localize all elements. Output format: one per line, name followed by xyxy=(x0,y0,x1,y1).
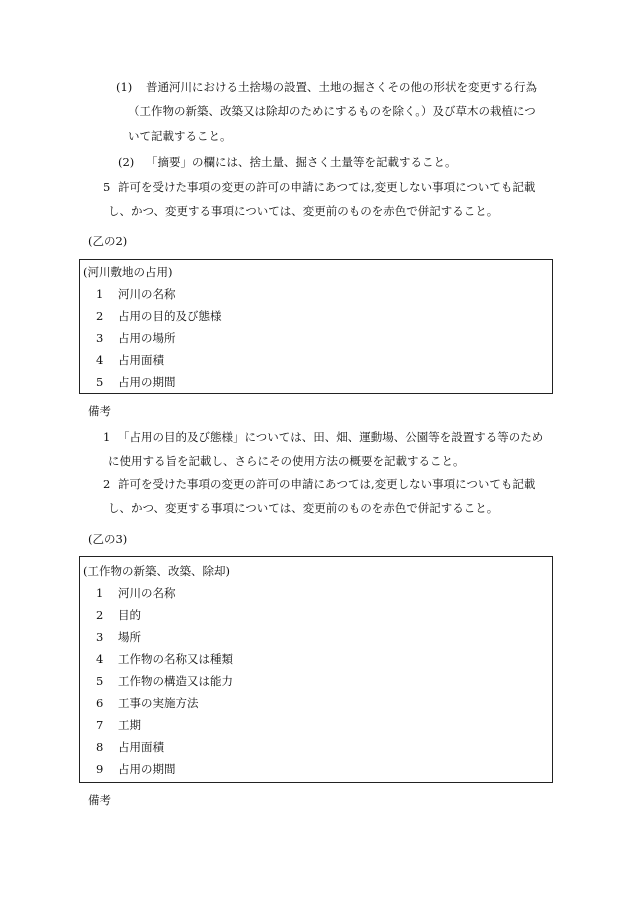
item-text: 占用の期間 xyxy=(118,375,176,389)
item-text: 工期 xyxy=(118,718,141,732)
item-text: 河川の名称 xyxy=(118,586,176,600)
note-5-number: 5 xyxy=(103,180,111,194)
item-number: 4 xyxy=(96,652,104,666)
section-2-item xyxy=(96,333,176,345)
section-2-box-title: (河川敷地の占用) xyxy=(83,265,173,279)
item-number: 3 xyxy=(96,630,104,644)
section-3-item xyxy=(96,654,233,666)
item-number: 1 xyxy=(96,287,104,301)
item-number: 5 xyxy=(96,375,104,389)
item-number: 1 xyxy=(96,586,104,600)
section-3-item xyxy=(96,698,199,710)
section-2-item xyxy=(96,377,176,389)
section-3-box-title: (工作物の新築、改築、除却) xyxy=(83,564,230,578)
note-1-number: (1) xyxy=(116,80,133,94)
item-number: 7 xyxy=(96,718,104,732)
item-text: 占用の期間 xyxy=(118,762,176,776)
section-3-item xyxy=(96,588,176,600)
item-number: 6 xyxy=(96,696,104,710)
note-2-number: (2) xyxy=(118,155,135,169)
item-number: 9 xyxy=(96,762,104,776)
note-1-text-line-3: いて記載すること。 xyxy=(128,129,232,143)
item-text: 場所 xyxy=(118,630,141,644)
section-3-item xyxy=(96,742,164,754)
item-number: 3 xyxy=(96,331,104,345)
section-2-remarks-label: 備考 xyxy=(88,404,111,418)
section-3-item xyxy=(96,610,141,622)
section-2-heading: (乙の2) xyxy=(88,234,128,248)
item-text: 目的 xyxy=(118,608,141,622)
item-text: 占用面積 xyxy=(118,740,164,754)
item-number: 8 xyxy=(96,740,104,754)
remark-1-number: 1 xyxy=(103,430,111,444)
remark-2-number: 2 xyxy=(103,477,111,491)
section-3-item xyxy=(96,764,176,776)
item-number: 2 xyxy=(96,309,104,323)
item-number: 5 xyxy=(96,674,104,688)
section-3-item xyxy=(96,720,141,732)
remark-2-line-1: 許可を受けた事項の変更の許可の申請にあつては,変更しない事項についても記載 xyxy=(118,477,536,491)
section-2-item xyxy=(96,289,176,301)
section-2-box xyxy=(79,259,553,394)
note-1-text-line-1: 普通河川における土捨場の設置、土地の掘さくその他の形状を変更する行為 xyxy=(146,80,537,94)
section-3-heading: (乙の3) xyxy=(88,532,128,546)
section-3-item xyxy=(96,632,141,644)
section-3-item xyxy=(96,676,233,688)
remark-2-line-2: し、かつ、変更する事項については、変更前のものを赤色で併記すること。 xyxy=(108,501,499,515)
note-2-text: 「摘要」の欄には、捨土量、掘さく土量等を記載すること。 xyxy=(146,155,457,169)
item-number: 4 xyxy=(96,353,104,367)
section-3-remarks-label: 備考 xyxy=(88,793,111,807)
note-1-text-line-2: （工作物の新築、改築又は除却のためにするものを除く。）及び草木の栽植につ xyxy=(128,104,536,118)
remark-1-line-1: 「占用の目的及び態様」については、田、畑、運動場、公園等を設置する等のため xyxy=(118,430,544,444)
remark-1-line-2: に使用する旨を記載し、さらにその使用方法の概要を記載すること。 xyxy=(108,454,465,468)
item-text: 占用の目的及び態様 xyxy=(118,309,222,323)
item-text: 占用面積 xyxy=(118,353,164,367)
section-2-item xyxy=(96,311,222,323)
section-2-item xyxy=(96,355,164,367)
item-text: 工作物の名称又は種類 xyxy=(118,652,233,666)
item-text: 占用の場所 xyxy=(118,331,176,345)
section-3-box xyxy=(79,556,553,783)
item-text: 河川の名称 xyxy=(118,287,176,301)
item-text: 工作物の構造又は能力 xyxy=(118,674,233,688)
note-5-text-line-1: 許可を受けた事項の変更の許可の申請にあつては,変更しない事項についても記載 xyxy=(118,180,536,194)
item-text: 工事の実施方法 xyxy=(118,696,199,710)
note-5-text-line-2: し、かつ、変更する事項については、変更前のものを赤色で併記すること。 xyxy=(108,204,499,218)
item-number: 2 xyxy=(96,608,104,622)
